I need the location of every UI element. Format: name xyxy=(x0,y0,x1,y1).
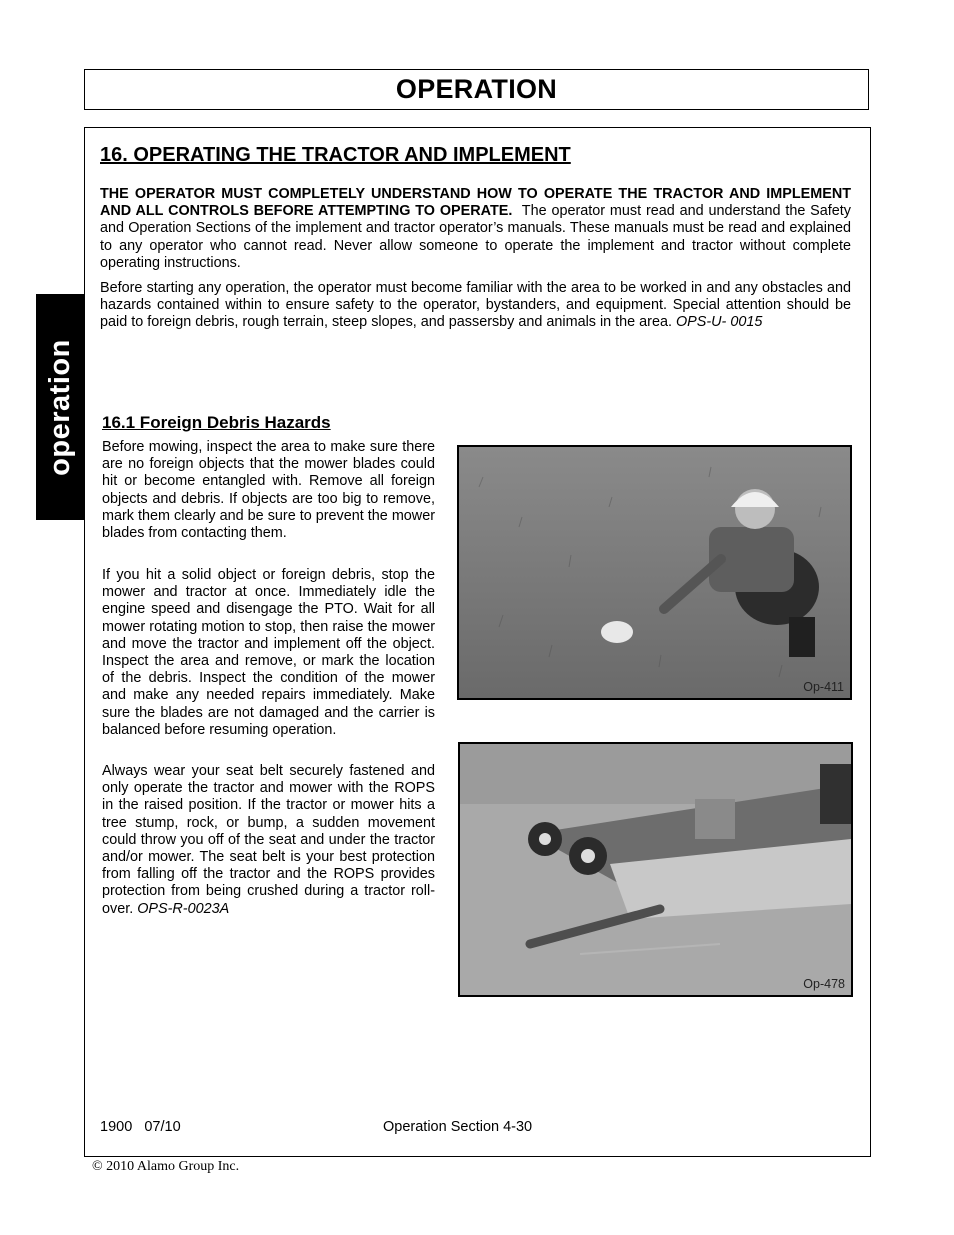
photo-label: Op-478 xyxy=(803,977,845,991)
reference-code: OPS-R-0023A xyxy=(137,900,230,917)
photo-inspecting-debris xyxy=(457,445,852,700)
copyright: © 2010 Alamo Group Inc. xyxy=(92,1159,240,1174)
familiarity-paragraph xyxy=(100,280,851,332)
familiarity-text: Before starting any operation, the operator must become familiar with the area to be worked in and any obstacles and hazards contained within to ensure safety to the operator, bystanders, and equipment. Special attention should be paid to foreign debris, rough terrain, steep slopes, and passersby and animals in the area. xyxy=(100,280,851,331)
inspect-paragraph: Before mowing, inspect the area to make sure there are no foreign objects that the mower blades could hit or become entangled with. Remove all foreign objects and debris. If objects are too big to remove, mark them clearly and be sure to prevent the mower blades from contacting them. xyxy=(102,439,435,542)
photo-mower-on-debris xyxy=(458,742,853,997)
photo-illustration xyxy=(459,447,850,698)
subsection-title: 16.1 Foreign Debris Hazards xyxy=(102,413,331,432)
photo-illustration xyxy=(460,744,851,995)
reference-code: OPS-U- 0015 xyxy=(675,314,763,331)
header-box xyxy=(84,69,869,110)
page-title: OPERATION xyxy=(395,74,558,104)
intro-paragraph xyxy=(100,186,851,272)
footer-section-page: Operation Section 4-30 xyxy=(383,1119,533,1135)
side-tab-label: operation xyxy=(43,338,76,476)
footer-model-date: 1900 07/10 xyxy=(100,1119,181,1135)
intro-text: The operator must read and understand the Safety and Operation Sections of the implement and tractor operator’s manuals. These manuals must be read and explained to any operator who cannot read. Never allow someone to operate the implement and tractor without complete operating instructions. xyxy=(100,203,851,271)
seatbelt-paragraph xyxy=(102,763,435,918)
section-title: 16. OPERATING THE TRACTOR AND IMPLEMENT xyxy=(100,144,571,166)
intro-warning: THE OPERATOR MUST COMPLETELY UNDERSTAND HOW TO OPERATE THE TRACTOR AND IMPLEMENT AND ALL CONTROLS BEFORE ATTEMPTING TO OPERATE. xyxy=(100,186,851,220)
debris-paragraph: If you hit a solid object or foreign debris, stop the mower and tractor at once. Immediately idle the engine speed and disengage the PTO. Wait for all mower rotating motion to stop, then raise the mower and move the tractor and implement off the object. Inspect the area and remove, or mark the location of the debris. Inspect the condition of the mower and make any needed repairs immediately. Make sure the blades are not damaged and the carrier is balanced before resuming operation. xyxy=(102,567,435,738)
side-tab xyxy=(36,294,84,520)
photo-label: Op-411 xyxy=(803,680,844,694)
seatbelt-text: Always wear your seat belt securely fastened and only operate the tractor and mower with the ROPS in the raised position. If the tractor or mower hits a tree stump, rock, or bump, a sudden movement could throw you off of the seat and under the tractor and/or mower. The seat belt is your best protection from falling off the tractor and the ROPS provides protection from being crushed during a tractor roll-over. xyxy=(102,763,435,917)
